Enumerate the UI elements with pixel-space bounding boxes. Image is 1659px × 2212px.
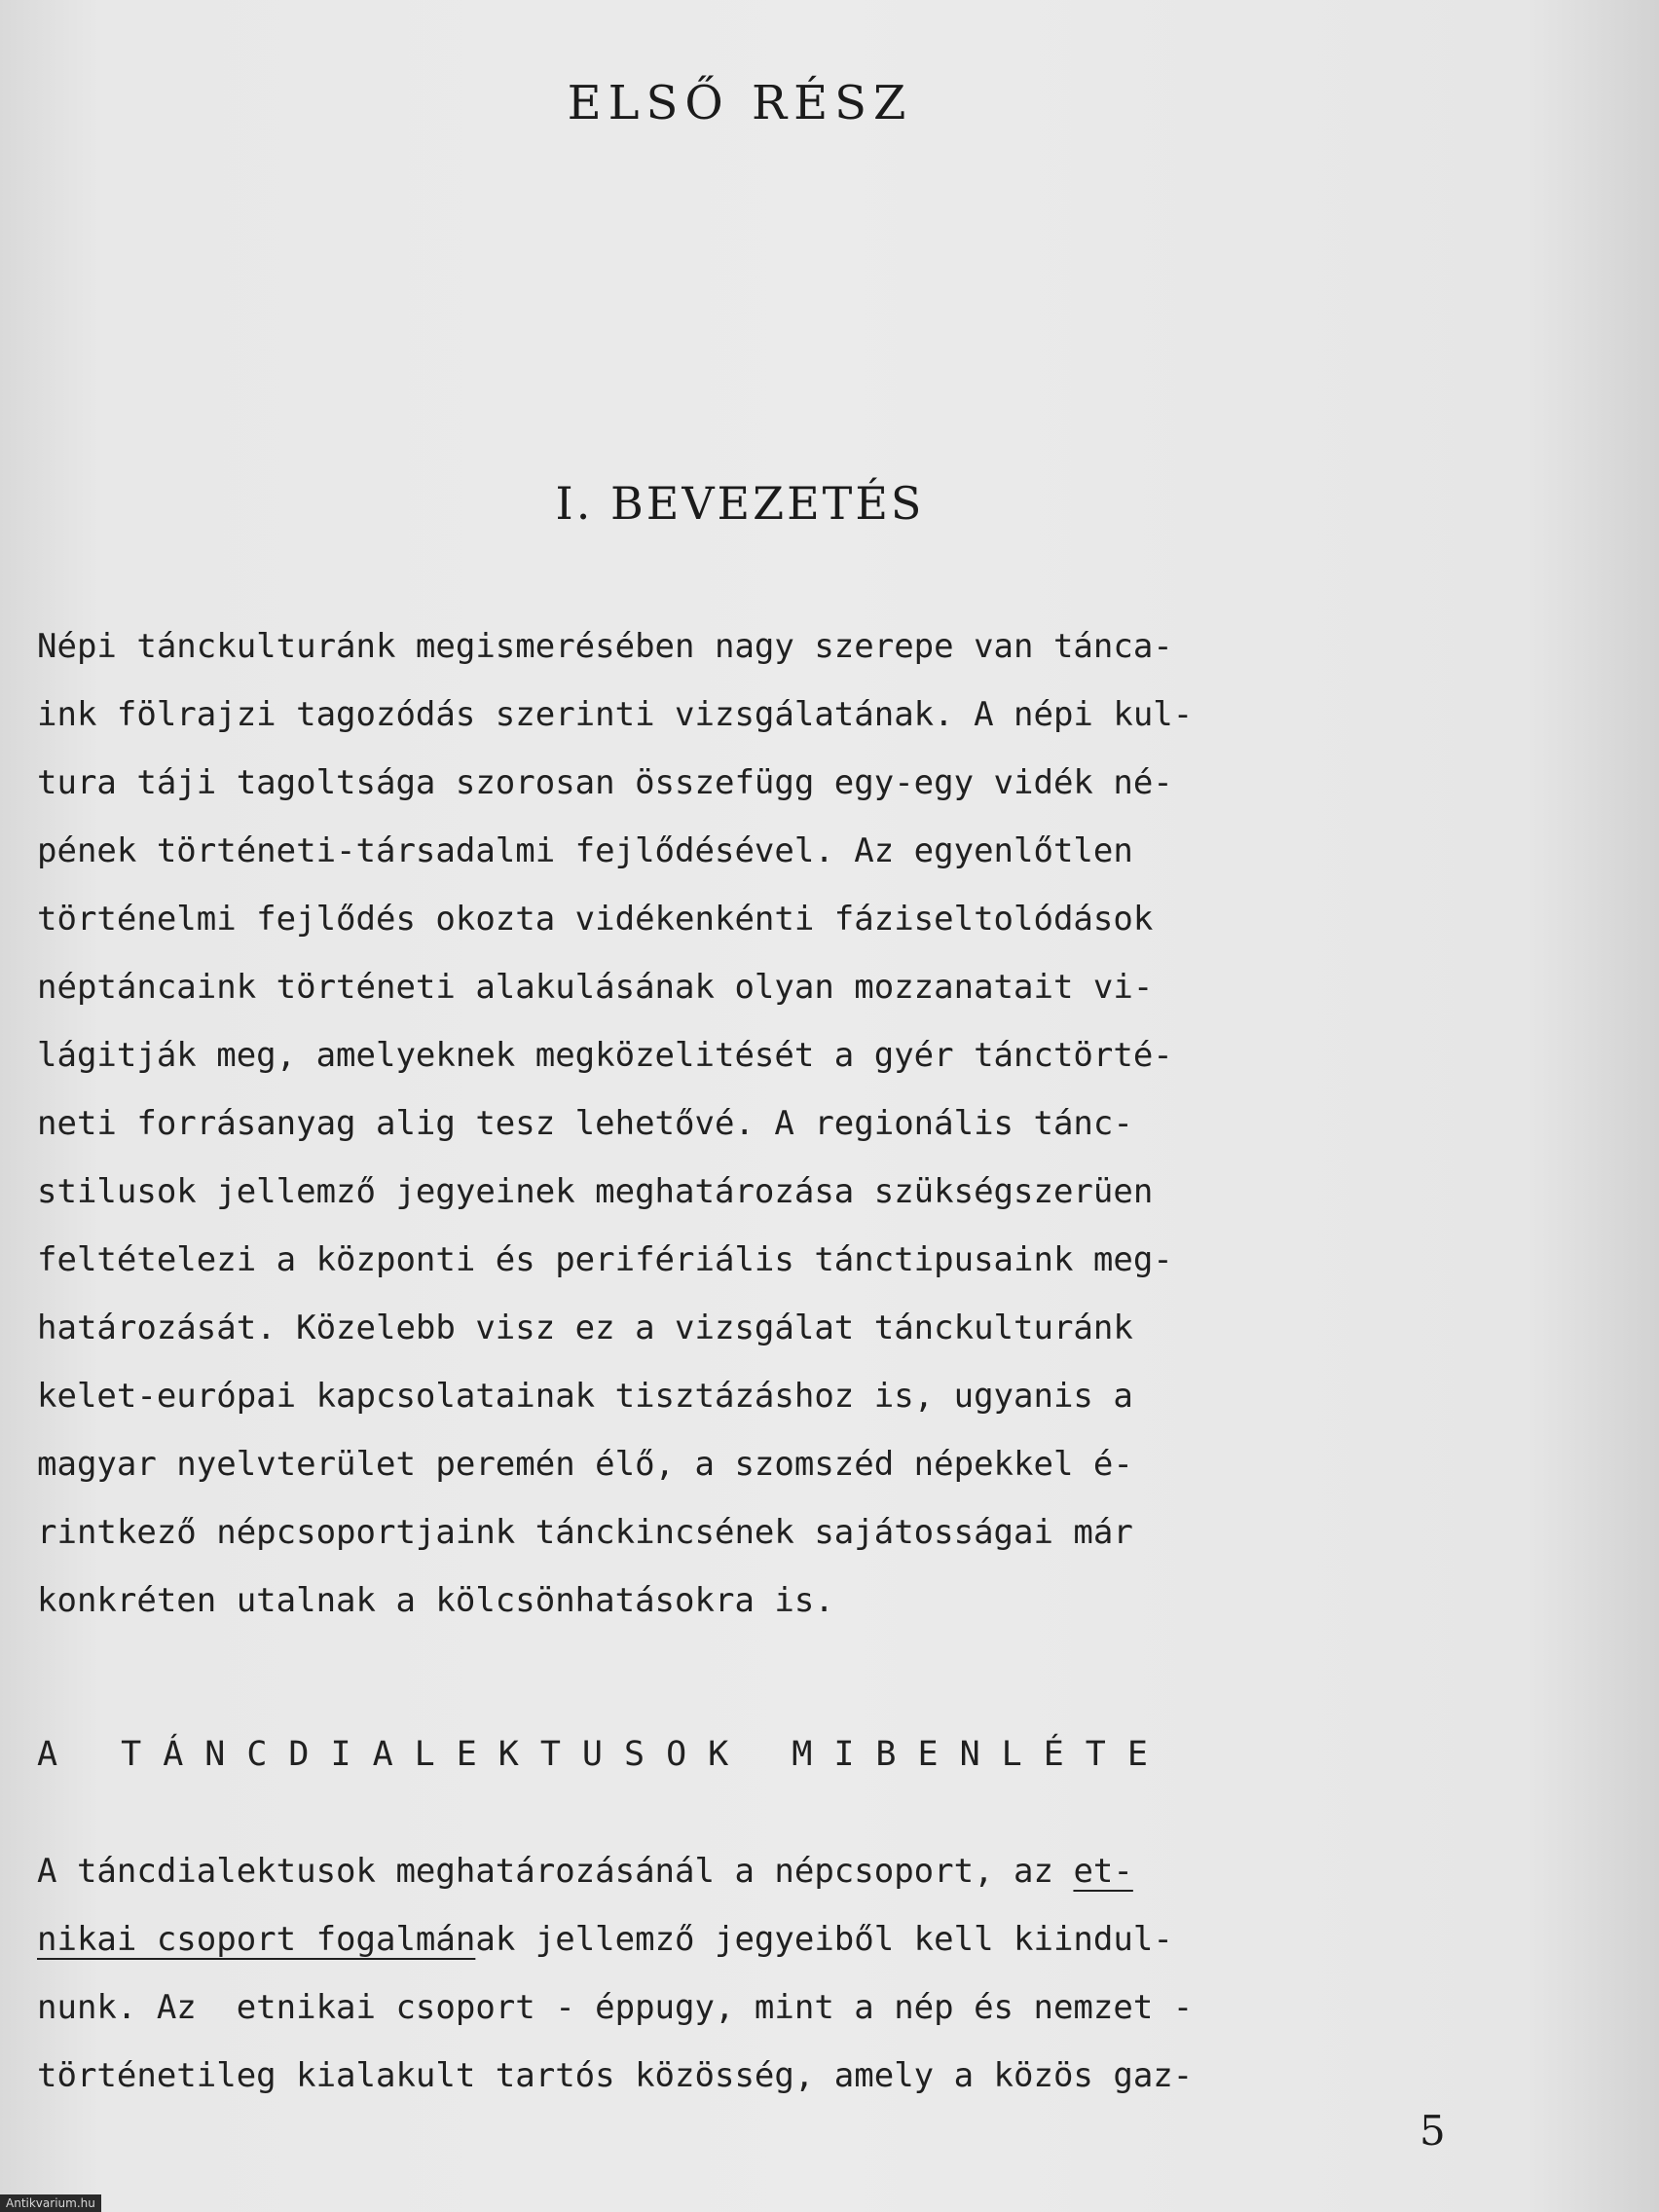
paragraph-line: magyar nyelvterület peremén élő, a szomszéd népekkel é- (37, 1445, 1133, 1484)
paragraph-line: Népi tánckulturánk megismerésében nagy szerepe van tánca- (37, 627, 1173, 666)
paragraph-line: konkréten utalnak a kölcsönhatásokra is. (37, 1581, 834, 1620)
paragraph-line: történetileg kialakult tartós közösség, amely a közös gaz- (37, 2056, 1194, 2095)
paragraph-line: feltételezi a központi és perifériális tánctipusaink meg- (37, 1240, 1173, 1279)
paragraph-line: kelet-európai kapcsolatainak tisztázáshoz is, ugyanis a (37, 1377, 1133, 1416)
paragraph-line: tura táji tagoltsága szorosan összefügg egy-egy vidék né- (37, 763, 1173, 802)
paragraph-line: határozását. Közelebb visz ez a vizsgálat tánckulturánk (37, 1309, 1133, 1347)
paragraph-line: nunk. Az etnikai csoport - éppugy, mint a nép és nemzet - (37, 1988, 1194, 2027)
underlined-term: nikai csoport fogalmán (37, 1920, 476, 1959)
paragraph-line: történelmi fejlődés okozta vidékenkénti fáziseltolódások (37, 900, 1154, 939)
paragraph-line: pének történeti-társadalmi fejlődésével. Az egyenlőtlen (37, 831, 1133, 870)
section-heading: A TÁNCDIALEKTUSOK MIBENLÉTE (37, 1735, 1169, 1774)
paragraph-text: A táncdialektusok meghatározásánál a népcsoport, az (37, 1852, 1074, 1891)
paragraph-line: neti forrásanyag alig tesz lehetővé. A regionális tánc- (37, 1104, 1133, 1143)
paragraph-text: ak jellemző jegyeiből kell kiindul- (475, 1920, 1173, 1959)
paragraph-line: néptáncaink történeti alakulásának olyan mozzanatait vi- (37, 968, 1154, 1007)
paragraph-line (37, 1920, 1173, 1959)
paragraph-line: lágitják meg, amelyeknek megközelitését a gyér tánctörté- (37, 1036, 1173, 1075)
underlined-term: et- (1073, 1852, 1133, 1891)
page-number: 5 (1419, 2107, 1446, 2155)
watermark: Antikvarium.hu (0, 2194, 101, 2212)
paragraph-line: ink fölrajzi tagozódás szerinti vizsgálatának. A népi kul- (37, 695, 1194, 734)
paragraph-line: rintkező népcsoportjaink tánckincsének sajátosságai már (37, 1513, 1133, 1552)
paragraph-line: stilusok jellemző jegyeinek meghatározása szükségszerüen (37, 1172, 1154, 1211)
part-title: ELSŐ RÉSZ (567, 76, 913, 130)
chapter-title: I. BEVEZETÉS (555, 477, 925, 530)
paragraph-line (37, 1852, 1133, 1891)
